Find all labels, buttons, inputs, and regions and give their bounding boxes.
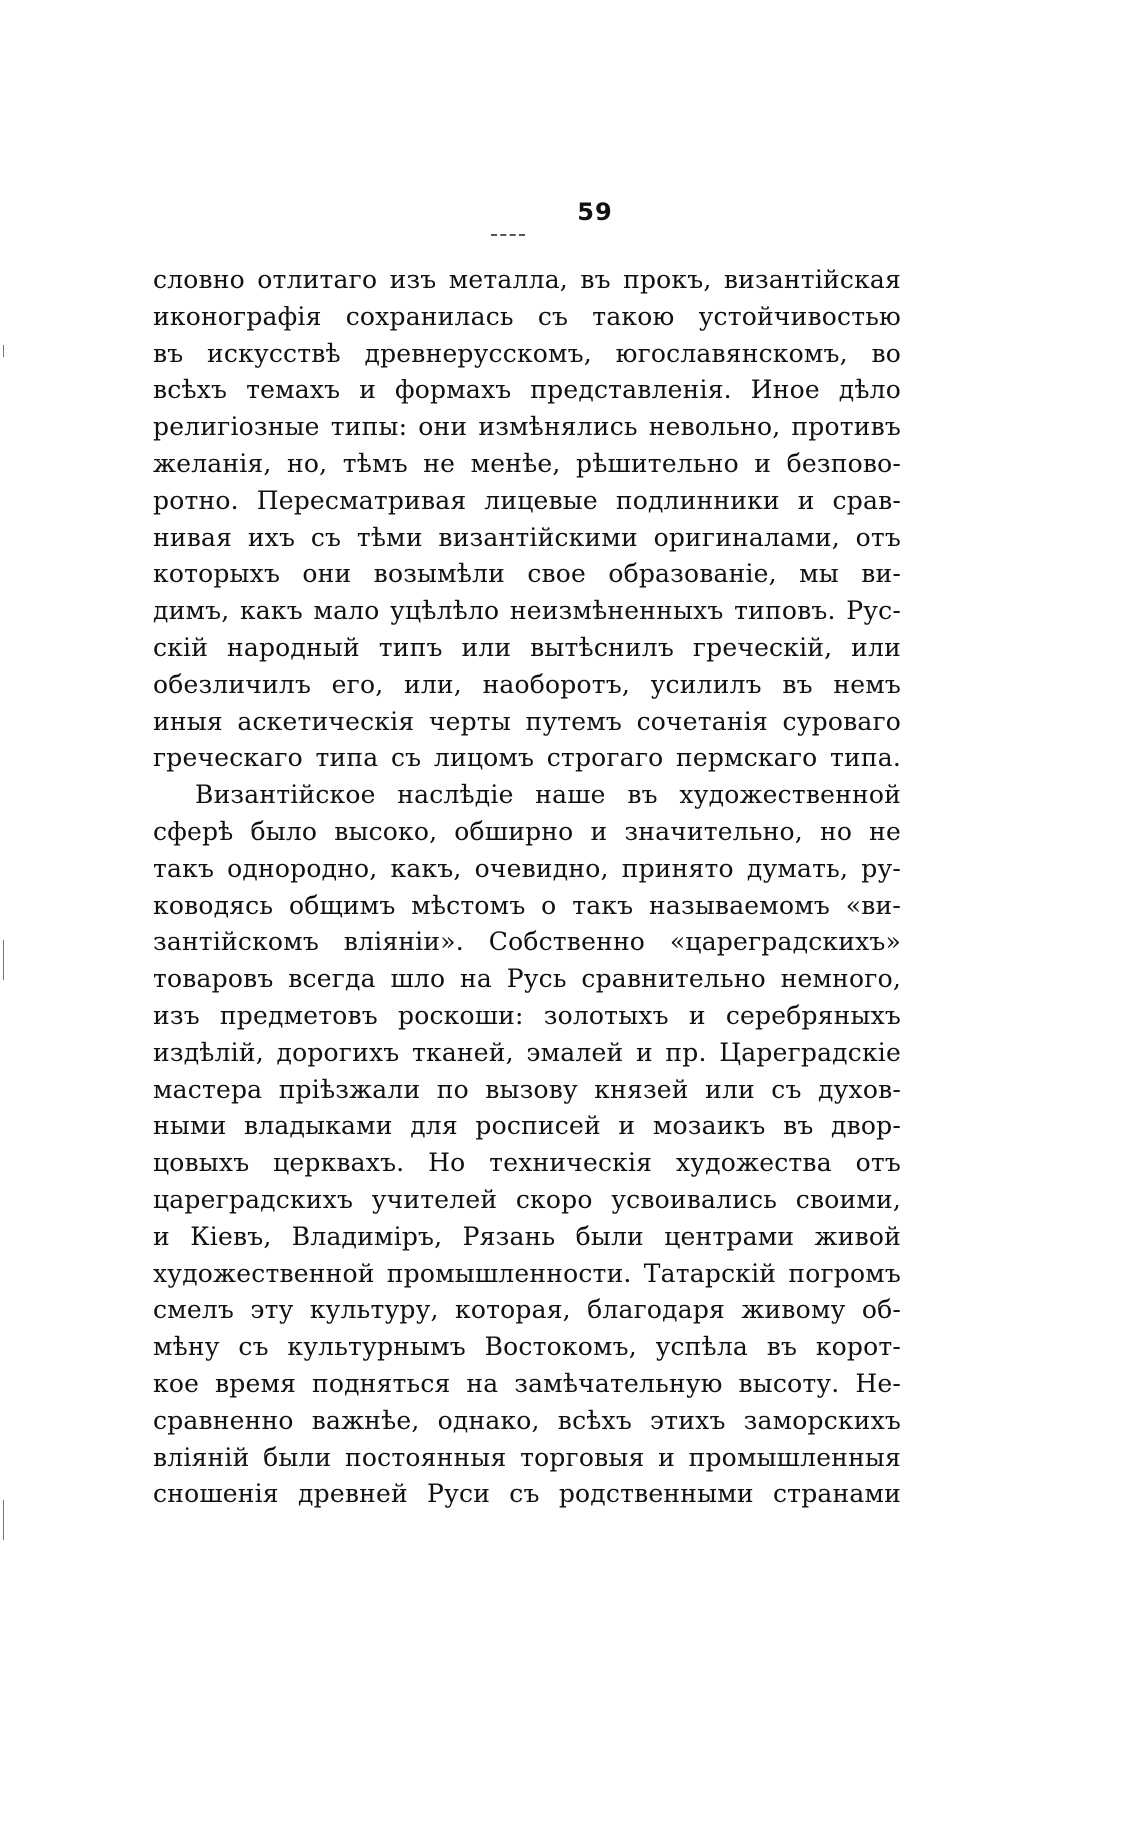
text-line: сферѣ было высоко, обширно и значительно, но не xyxy=(153,816,901,846)
text-line: въ искусствѣ древнерусскомъ, югославянскомъ, во xyxy=(153,338,901,368)
text-line: иконографiя сохранилась съ такою устойчивостью xyxy=(153,301,901,331)
text-line: издѣлiй, дорогихъ тканей, эмалей и пр. Цареградскiе xyxy=(153,1037,901,1067)
margin-mark xyxy=(3,940,4,980)
text-line: сравненно важнѣе, однако, всѣхъ этихъ заморскихъ xyxy=(153,1405,901,1435)
text-line: цареградскихъ учителей скоро усвоивались своими, xyxy=(153,1184,901,1214)
text-line: и Кiевъ, Владимiръ, Рязань были центрами живой xyxy=(153,1221,901,1251)
text-line: обезличилъ его, или, наоборотъ, усилилъ въ немъ xyxy=(153,669,901,699)
text-line: товаровъ всегда шло на Русь сравнительно немного, xyxy=(153,964,901,994)
page-number: 59 xyxy=(577,198,613,226)
text-line: которыхъ они возымѣли свое образованiе, мы ви- xyxy=(153,559,901,589)
text-line: художественной промышленности. Татарскiй погромъ xyxy=(153,1258,901,1288)
text-line: желанiя, но, тѣмъ не менѣе, рѣшительно и безпово- xyxy=(153,448,901,478)
text-line: иныя аскетическiя черты путемъ сочетанiя суроваго xyxy=(153,706,901,736)
text-line: мастера прiѣзжали по вызову князей или съ духов- xyxy=(153,1074,901,1104)
text-line: кое время подняться на замѣчательную высоту. Не- xyxy=(153,1368,901,1398)
text-line: цовыхъ церквахъ. Но техническiя художества отъ xyxy=(153,1148,901,1178)
text-line: греческаго типа съ лицомъ строгаго пермскаго типа. xyxy=(153,743,901,773)
paragraph-first-line: Византiйское наслѣдiе наше въ художественной xyxy=(195,780,901,810)
text-line: скiй народный типъ или вытѣснилъ греческiй, или xyxy=(153,632,901,662)
text-line: влiянiй были постоянныя торговыя и промышленныя xyxy=(153,1442,901,1472)
text-line: всѣхъ темахъ и формахъ представленiя. Иное дѣло xyxy=(153,375,901,405)
text-line: словно отлитаго изъ металла, въ прокъ, византiйская xyxy=(153,265,901,294)
text-line: религiозные типы: они измѣнялись невольно, противъ xyxy=(153,412,901,442)
text-line: сношенiя древней Руси съ родственными странами xyxy=(153,1479,901,1509)
text-line: ными владыками для росписей и мозаикъ въ двор- xyxy=(153,1111,901,1141)
margin-mark xyxy=(3,345,4,357)
text-line: мѣну съ культурнымъ Востокомъ, успѣла въ корот- xyxy=(153,1332,901,1362)
body-text xyxy=(153,262,901,1513)
text-line: ротно. Пересматривая лицевые подлинники и срав- xyxy=(153,485,901,515)
margin-mark xyxy=(3,1500,4,1540)
text-line: димъ, какъ мало уцѣлѣло неизмѣненныхъ типовъ. Рус- xyxy=(153,596,901,626)
text-line: ководясь общимъ мѣстомъ о такъ называемомъ «ви- xyxy=(153,890,901,920)
text-line: смелъ эту культуру, которая, благодаря живому об- xyxy=(153,1295,901,1325)
text-line: нивая ихъ съ тѣми византiйскими оригиналами, отъ xyxy=(153,522,901,552)
text-line: изъ предметовъ роскоши: золотыхъ и серебряныхъ xyxy=(153,1000,901,1030)
text-line: зантiйскомъ влiянiи». Собственно «цареградскихъ» xyxy=(153,927,901,957)
text-line: такъ однородно, какъ, очевидно, принято думать, ру- xyxy=(153,853,901,883)
page-number-rule xyxy=(491,234,525,236)
